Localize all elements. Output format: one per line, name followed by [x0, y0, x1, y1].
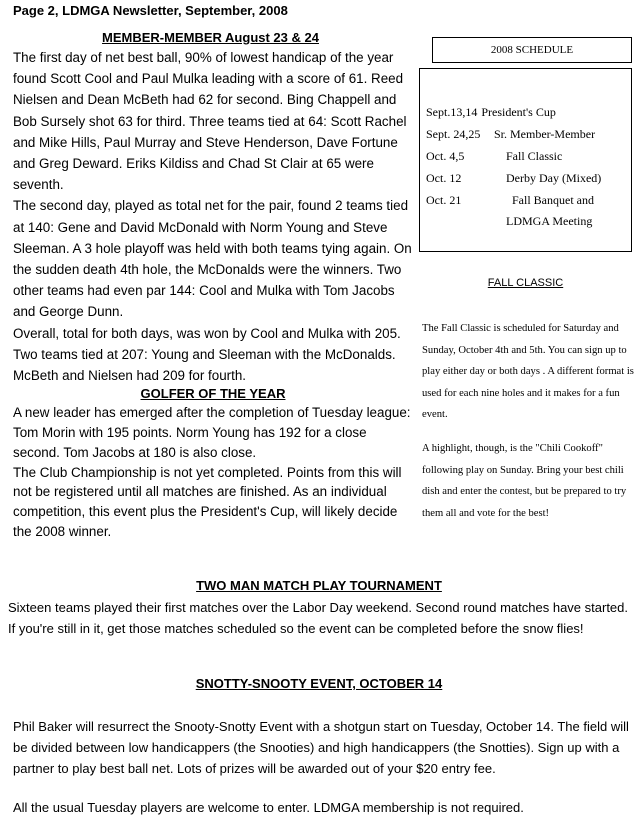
schedule-row	[426, 101, 631, 123]
schedule-list	[419, 68, 632, 252]
schedule-event: Fall Banquet and	[506, 193, 594, 207]
snotty-eligibility: All the usual Tuesday players are welcome to enter. LDMGA membership is not required.	[13, 799, 524, 815]
snotty-description: Phil Baker will resurrect the Snooty-Snotty Event with a shotgun start on Tuesday, October 14. The field will be divided between low handicappers (the Snooties) and high handicappers (the Snotties). Sign up with a partner to play best ball net. Lots of prizes will be awarded out of your $20 entry fee.	[13, 719, 629, 777]
member-member-article	[13, 47, 413, 386]
schedule-row	[426, 189, 631, 211]
schedule-event: Sr. Member-Member	[494, 127, 596, 141]
schedule-row	[426, 167, 631, 189]
golfer-of-year-title: GOLFER OF THE YEAR	[140, 386, 286, 402]
golfer-of-year-article	[13, 403, 413, 542]
schedule-date: Sept.13,14	[426, 105, 478, 119]
schedule-row	[426, 123, 631, 145]
snotty-title: SNOTTY-SNOOTY EVENT, OCTOBER 14	[195, 676, 443, 691]
member-member-overall: Overall, total for both days, was won by Cool and Mulka with 205. Two teams tied at 207: Young and Sleeman with the McDonalds. McBeth and Nielsen had 209 for fourth.	[13, 325, 401, 384]
member-member-title: MEMBER-MEMBER August 23 & 24	[102, 30, 319, 45]
golfer-of-year-championship: The Club Championship is not yet completed. Points from this will not be registered until all matches are finished. As an individual competition, this event plus the President's Cup, will likely decide the 2008 winner.	[13, 464, 402, 540]
two-man-article: Sixteen teams played their first matches over the Labor Day weekend. Second round matches have started. If you're still in it, get those matches scheduled so the event can be completed before the snow flies!	[8, 600, 629, 636]
schedule-date: Oct. 4,5	[426, 149, 465, 163]
snotty-article	[13, 716, 630, 818]
golfer-of-year-leader: A new leader has emerged after the completion of Tuesday league: Tom Morin with 195 points. Norm Young has 192 for a close second. Tom Jacobs at 180 is also close.	[13, 405, 411, 460]
schedule-date: Sept. 24,25	[426, 127, 481, 141]
fall-classic-schedule: The Fall Classic is scheduled for Saturday and Sunday, October 4th and 5th. You can sign up to play either day or both days . A different format is used for each nine holes and it makes for a fun event.	[422, 323, 634, 421]
schedule-title: 2008 SCHEDULE	[490, 44, 574, 56]
schedule-event: Fall Classic	[506, 149, 563, 163]
fall-classic-chili: A highlight, though, is the "Chili Cookoff" following play on Sunday. Bring your best chili dish and enter the contest, but be prepared to try them all and vote for the best!	[422, 442, 627, 519]
schedule-event: President's Cup	[481, 105, 556, 119]
page-header: Page 2, LDMGA Newsletter, September, 2008	[13, 3, 288, 18]
schedule-event: Derby Day (Mixed)	[506, 171, 602, 185]
schedule-row	[426, 145, 631, 167]
fall-classic-article	[422, 318, 634, 524]
schedule-date: Oct. 21	[426, 193, 462, 207]
fall-classic-title: FALL CLASSIC	[487, 277, 564, 289]
schedule-date: Oct. 12	[426, 171, 462, 185]
schedule-title-box	[432, 37, 632, 63]
left-column	[13, 30, 413, 542]
member-member-day-one: The first day of net best ball, 90% of lowest handicap of the year found Scott Cool and Paul Mulka leading with a score of 61. Reed Nielsen and Dean McBeth had 62 for second. Bing Chappell and Bob Sursely shot 63 for third. Three teams tied at 64: Scott Rachel and Mike Hills, Paul Murray and Steve Henderson, Dave Fortune and Greg Deward. Eriks Kildiss and Chad St Clair at 65 were seventh.	[13, 50, 407, 193]
schedule-event-continuation: LDMGA Meeting	[506, 214, 593, 228]
two-man-title: TWO MAN MATCH PLAY TOURNAMENT	[196, 578, 442, 593]
member-member-day-two: The second day, played as total net for the pair, found 2 teams tied at 140: Gene and David McDonald with Norm Young and Steve Sleeman. A 3 hole playoff was held with both teams tying again. On the sudden death 4th hole, the McDonalds were the winners. Two other teams had even par 144: Cool and Mulka with Tom Jacobs and George Dunn.	[13, 198, 412, 320]
